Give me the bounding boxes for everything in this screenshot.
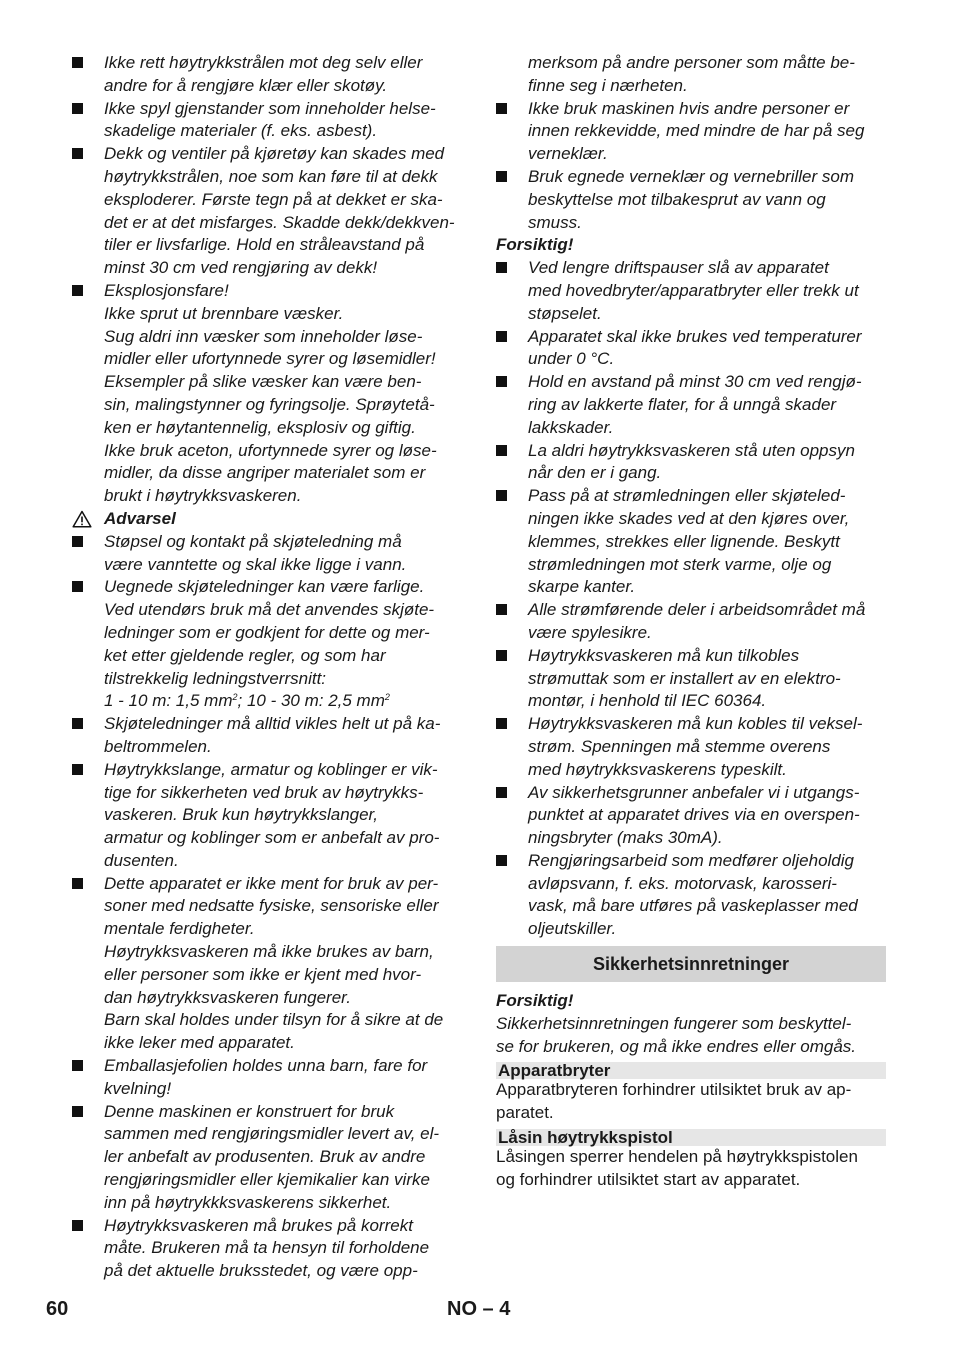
black-square-icon — [72, 1060, 83, 1071]
bullet-line: sin, malingstynner og fyringsolje. Sprøytetå- — [104, 394, 435, 414]
bullets-right-a — [496, 98, 886, 235]
text-line: Sikkerhetsinnretningen fungerer som beskyttel- — [496, 1013, 852, 1033]
bullet-line: det er at det misfarges. Skadde dekk/dekkven- — [104, 212, 455, 232]
bullet-line: ler anbefalt av produsenten. Bruk av andre — [104, 1147, 426, 1167]
bullet-line: Ikke bruk maskinen hvis andre personer er — [528, 98, 850, 118]
bullets-right-b — [496, 257, 886, 941]
bullet-item — [72, 1055, 464, 1101]
bullet-line: måte. Brukeren må ta hensyn til forholdene — [104, 1238, 430, 1258]
subsection-title-apparatbryter: Apparatbryter — [496, 1062, 886, 1079]
section-intro — [496, 1013, 886, 1059]
bullets-left-a — [72, 52, 464, 508]
black-square-icon — [72, 1106, 83, 1117]
bullet-item — [72, 143, 464, 280]
bullet-line: midler eller ufortynnede syrer og løsemidler! — [104, 349, 436, 369]
bullet-item — [496, 166, 886, 234]
bullet-line: Uegnede skjøteledninger kan være farlige. — [104, 577, 425, 597]
bullet-line: inn på høytrykkksvaskerens sikkerhet. — [104, 1192, 392, 1212]
bullet-line: oljeutskiller. — [528, 919, 617, 939]
bullet-line: sammen med rengjøringsmidler levert av, el- — [104, 1124, 440, 1144]
bullet-line: ring av lakkerte flater, for å unngå skader — [528, 394, 837, 414]
text-line: paratet. — [496, 1103, 554, 1123]
bullet-line: Emballasjefolien holdes unna barn, fare for — [104, 1056, 428, 1076]
bullet-line: ken er høytantennelig, eksplosiv og giftig. — [104, 417, 416, 437]
bullet-line: Støpsel og kontakt på skjøteledning må — [104, 531, 402, 551]
continuation-text — [496, 52, 886, 98]
bullet-item — [72, 531, 464, 577]
bullet-line: verneklær. — [528, 144, 608, 164]
bullet-item — [496, 371, 886, 439]
bullet-line: Høytrykksvaskeren må kun tilkobles — [528, 645, 800, 665]
bullet-item — [496, 599, 886, 645]
black-square-icon — [496, 604, 507, 615]
warning-heading-text: Advarsel — [104, 508, 176, 528]
bullet-line: La aldri høytrykksvaskeren stå uten oppsyn — [528, 440, 855, 460]
bullet-item — [72, 576, 464, 690]
bullet-line: Rengjøringsarbeid som medfører oljeholdig — [528, 850, 854, 870]
warning-triangle-icon — [72, 510, 92, 528]
bullet-line: Dette apparatet er ikke ment for bruk av per- — [104, 873, 439, 893]
black-square-icon — [72, 536, 83, 547]
page-number: 60 — [46, 1298, 69, 1320]
bullet-line: Hold en avstand på minst 30 cm ved rengjø- — [528, 372, 862, 392]
bullet-line: skarpe kanter. — [528, 577, 636, 597]
bullet-line: Alle strømførende deler i arbeidsområdet må — [528, 600, 866, 620]
bullet-item — [496, 645, 886, 713]
black-square-icon — [72, 57, 83, 68]
black-square-icon — [496, 787, 507, 798]
bullet-line: støpselet. — [528, 303, 602, 323]
bullet-line: strøm. Spenningen må stemme overens — [528, 736, 831, 756]
bullet-line: Eksempler på slike væsker kan være ben- — [104, 372, 422, 392]
bullet-line: tiler er livsfarlige. Hold en stråleavstand på — [104, 235, 425, 255]
text-line: Apparatbryteren forhindrer utilsiktet bruk av ap- — [496, 1080, 852, 1100]
bullet-line: andre for å rengjøre klær eller skotøy. — [104, 75, 388, 95]
bullet-line: klemmes, strekkes eller lignende. Beskytt — [528, 531, 840, 551]
black-square-icon — [496, 262, 507, 273]
bullet-line: Ikke rett høytrykkstrålen mot deg selv eller — [104, 53, 423, 72]
bullet-line: ledninger som er godkjent for dette og mer- — [104, 622, 430, 642]
bullet-item — [72, 98, 464, 144]
bullet-line: vask, må bare utføres på vaskeplasser med — [528, 896, 858, 916]
bullet-item — [72, 52, 464, 98]
black-square-icon — [72, 581, 83, 592]
bullet-line: eksploderer. Første tegn på at dekket er ska- — [104, 189, 443, 209]
bullet-line: når den er i gang. — [528, 463, 662, 483]
bullet-line: Ikke sprut ut brennbare væsker. — [104, 303, 344, 323]
bullet-line: eller personer som ikke er kjent med hvor- — [104, 964, 422, 984]
bullet-line: Høytrykksvaskeren må kun kobles til veksel- — [528, 714, 863, 734]
cable-spec — [72, 690, 464, 713]
bullet-line: kvelning! — [104, 1078, 172, 1098]
black-square-icon — [496, 103, 507, 114]
bullet-line: punktet at apparatet drives via en overspen- — [528, 805, 860, 825]
bullet-line: med høytrykksvaskerens typeskilt. — [528, 759, 787, 779]
black-square-icon — [496, 490, 507, 501]
bullet-line: dan høytrykksvaskeren fungerer. — [104, 987, 351, 1007]
bullet-item — [72, 873, 464, 1055]
section-caution: Forsiktig! — [496, 991, 574, 1011]
black-square-icon — [496, 855, 507, 866]
text-line: merksom på andre personer som måtte be- — [528, 53, 855, 72]
bullet-item — [496, 257, 886, 325]
bullet-line: Denne maskinen er konstruert for bruk — [104, 1101, 395, 1121]
bullet-line: tilstrekkelig ledningstverrsnitt: — [104, 668, 327, 688]
bullet-line: mentale ferdigheter. — [104, 919, 255, 939]
cable-spec-sup1: 2 — [232, 692, 238, 703]
bullet-line: strømuttak som er installert av en elektro- — [528, 668, 841, 688]
bullet-line: innen rekkevidde, med mindre de har på seg — [528, 121, 865, 141]
bullet-line: beltrommelen. — [104, 736, 212, 756]
bullet-line: Høytrykksvaskeren må brukes på korrekt — [104, 1215, 413, 1235]
bullet-line: Høytrykkslange, armatur og koblinger er vik- — [104, 759, 438, 779]
right-column — [496, 52, 886, 1192]
text-line: se for brukeren, og må ikke endres eller omgås. — [496, 1036, 857, 1056]
bullet-line: beskyttelse mot tilbakesprut av vann og — [528, 189, 826, 209]
bullet-line: Eksplosjonsfare! — [104, 280, 229, 300]
bullet-line: med hovedbryter/apparatbryter eller trekk ut — [528, 280, 859, 300]
black-square-icon — [496, 718, 507, 729]
bullet-line: Ved lengre driftspauser slå av apparatet — [528, 258, 829, 278]
bullet-line: Høytrykksvaskeren må ikke brukes av barn, — [104, 942, 434, 962]
bullet-item — [496, 782, 886, 850]
bullet-line: Barn skal holdes under tilsyn for å sikre at de — [104, 1010, 444, 1030]
bullet-line: avløpsvann, f. eks. motorvask, karosseri- — [528, 873, 837, 893]
bullet-line: på det aktuelle bruksstedet, og være opp- — [104, 1261, 418, 1281]
bullet-line: være vanntette og skal ikke ligge i vann. — [104, 554, 407, 574]
subsection-title-lasin: Låsin høytrykkspistol — [496, 1129, 886, 1146]
bullet-line: være spylesikre. — [528, 622, 652, 642]
black-square-icon — [72, 878, 83, 889]
bullet-line: Skjøteledninger må alltid vikles helt ut på ka- — [104, 714, 441, 734]
bullets-left-c — [72, 713, 464, 1283]
bullet-line: Dekk og ventiler på kjøretøy kan skades med — [104, 144, 445, 164]
black-square-icon — [72, 718, 83, 729]
black-square-icon — [72, 103, 83, 114]
subsection-text-apparatbryter — [496, 1079, 886, 1125]
bullet-item — [496, 713, 886, 781]
bullet-item — [496, 98, 886, 166]
section-code: NO – 4 — [447, 1298, 511, 1320]
black-square-icon — [496, 650, 507, 661]
bullet-line: armatur og koblinger som er anbefalt av pro- — [104, 828, 440, 848]
bullet-item — [72, 1101, 464, 1215]
bullet-item — [72, 1215, 464, 1283]
bullet-line: tige for sikkerheten ved bruk av høytrykks- — [104, 782, 424, 802]
bullet-line: skadelige materialer (f. eks. asbest). — [104, 121, 378, 141]
bullet-line: Apparatet skal ikke brukes ved temperaturer — [528, 326, 862, 346]
bullet-line: ningen ikke skades ved at den kjøres over, — [528, 508, 850, 528]
bullet-line: under 0 °C. — [528, 349, 615, 369]
left-column — [72, 52, 464, 1283]
cable-spec-part2: ; 10 - 30 m: 2,5 mm — [237, 691, 385, 711]
bullet-line: strømledningen mot sterk varme, olje og — [528, 554, 832, 574]
black-square-icon — [496, 445, 507, 456]
bullet-item — [72, 713, 464, 759]
text-line: Låsingen sperrer hendelen på høytrykkspistolen — [496, 1147, 858, 1167]
bullet-line: smuss. — [528, 212, 582, 232]
bullet-item — [496, 850, 886, 941]
text-line: finne seg i nærheten. — [528, 75, 688, 95]
black-square-icon — [72, 764, 83, 775]
bullet-line: montør, i henhold til IEC 60364. — [528, 691, 767, 711]
bullet-item — [72, 280, 464, 508]
bullet-line: dusenten. — [104, 850, 179, 870]
bullet-line: ikke leker med apparatet. — [104, 1033, 295, 1053]
black-square-icon — [496, 171, 507, 182]
cable-spec-part1: 1 - 10 m: 1,5 mm — [104, 691, 233, 711]
bullet-line: vaskeren. Bruk kun høytrykkslanger, — [104, 805, 379, 825]
bullet-item — [496, 440, 886, 486]
text-line: og forhindrer utilsiktet start av apparatet. — [496, 1169, 801, 1189]
bullet-line: brukt i høytrykksvaskeren. — [104, 486, 302, 506]
bullet-line: midler, da disse angriper materialet som er — [104, 463, 426, 483]
section-title: Sikkerhetsinnretninger — [496, 946, 886, 982]
cable-spec-sup2: 2 — [384, 692, 390, 703]
bullet-line: soner med nedsatte fysiske, sensoriske eller — [104, 896, 439, 916]
caution-heading: Forsiktig! — [496, 235, 574, 255]
bullets-left-b — [72, 531, 464, 691]
bullet-line: Ikke bruk aceton, ufortynnede syrer og løse- — [104, 440, 437, 460]
black-square-icon — [72, 1220, 83, 1231]
bullet-line: Pass på at strømledningen eller skjøteled- — [528, 486, 846, 506]
bullet-item — [496, 485, 886, 599]
black-square-icon — [496, 331, 507, 342]
bullet-line: Bruk egnede verneklær og vernebriller som — [528, 166, 854, 186]
bullet-line: høytrykkstrålen, noe som kan føre til at dekk — [104, 166, 438, 186]
black-square-icon — [496, 376, 507, 387]
bullet-line: lakkskader. — [528, 417, 614, 437]
subsection-text-lasin — [496, 1146, 886, 1192]
bullet-item — [496, 326, 886, 372]
bullet-line: rengjøringsmidler eller kjemikalier kan virke — [104, 1170, 430, 1190]
bullet-line: ket etter gjeldende regler, og som har — [104, 645, 386, 665]
bullet-line: minst 30 cm ved rengjøring av dekk! — [104, 258, 378, 278]
black-square-icon — [72, 148, 83, 159]
bullet-line: Sug aldri inn væsker som inneholder løse- — [104, 326, 423, 346]
bullet-line: Ved utendørs bruk må det anvendes skjøte- — [104, 600, 435, 620]
warning-heading — [72, 508, 464, 531]
black-square-icon — [72, 285, 83, 296]
bullet-item — [72, 759, 464, 873]
bullet-line: Av sikkerhetsgrunner anbefaler vi i utgangs- — [528, 782, 860, 802]
bullet-line: Ikke spyl gjenstander som inneholder helse- — [104, 98, 436, 118]
bullet-line: ningsbryter (maks 30mA). — [528, 828, 723, 848]
